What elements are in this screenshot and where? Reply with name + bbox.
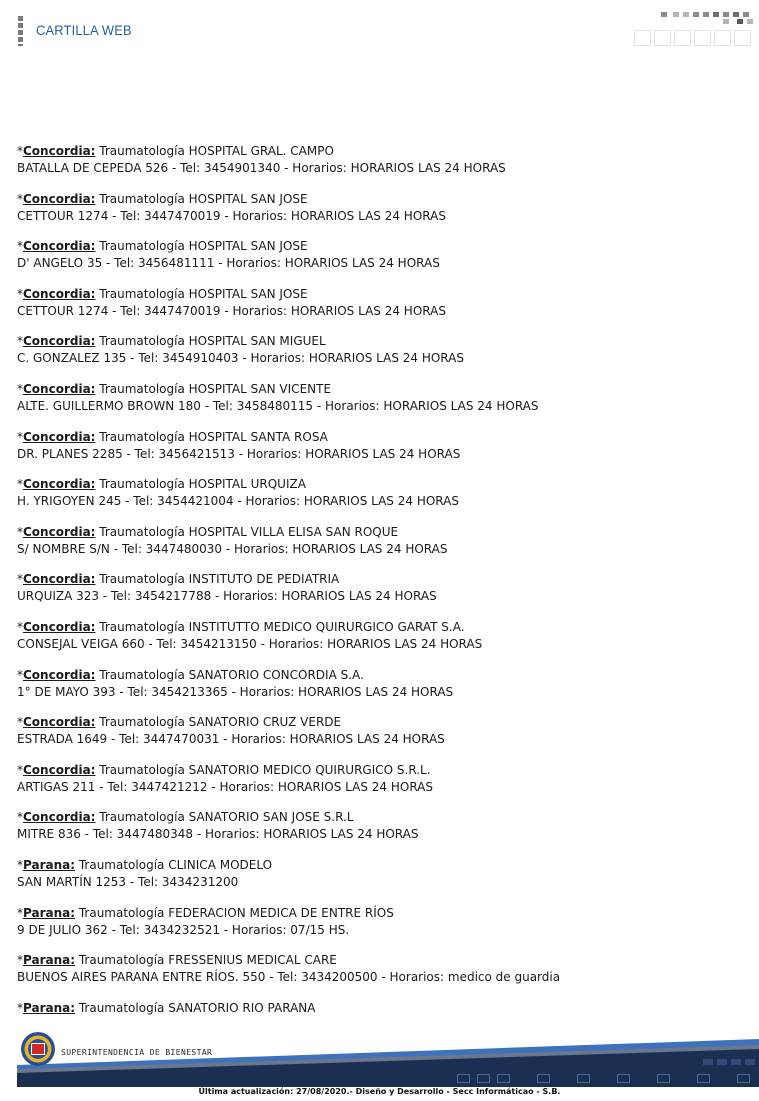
entry-title-line <box>17 571 747 588</box>
entry-city: Parana: <box>23 905 76 920</box>
entry-title-line <box>17 333 747 350</box>
list-item <box>17 809 747 843</box>
entry-title-line <box>17 857 747 874</box>
entry-detail: DR. PLANES 2285 - Tel: 3456421513 - Horarios: HORARIOS LAS 24 HORAS <box>17 446 461 461</box>
entry-detail: C. GONZALEZ 135 - Tel: 3454910403 - Horarios: HORARIOS LAS 24 HORAS <box>17 351 464 366</box>
entry-bullet: * <box>17 524 23 539</box>
entry-title-line <box>17 143 747 160</box>
list-item <box>17 762 747 796</box>
entry-city: Concordia: <box>23 715 96 730</box>
list-item <box>17 667 747 701</box>
entry-title-line <box>17 191 747 208</box>
entry-bullet: * <box>17 667 23 682</box>
entry-city: Concordia: <box>23 286 96 301</box>
footer-band-graphic <box>17 1029 759 1087</box>
entry-title-line <box>17 714 747 731</box>
list-item <box>17 905 747 939</box>
entry-detail: MITRE 836 - Tel: 3447480348 - Horarios: HORARIOS LAS 24 HORAS <box>17 827 419 842</box>
entry-title-line <box>17 905 747 922</box>
entry-detail: SAN MARTÍN 1253 - Tel: 3434231200 <box>17 874 239 889</box>
entry-city: Concordia: <box>23 762 96 777</box>
list-item <box>17 952 747 986</box>
entry-description: Traumatología HOSPITAL SAN JOSE <box>95 286 308 301</box>
entry-description: Traumatología HOSPITAL SAN JOSE <box>95 191 308 206</box>
entry-description: Traumatología HOSPITAL URQUIZA <box>95 477 306 492</box>
entry-title-line <box>17 238 747 255</box>
entry-city: Concordia: <box>23 572 96 587</box>
square-grid-icon <box>633 10 753 48</box>
list-item <box>17 571 747 605</box>
entry-detail: D' ANGELO 35 - Tel: 3456481111 - Horarios: HORARIOS LAS 24 HORAS <box>17 256 440 271</box>
entry-description: Traumatología SANATORIO CONCORDIA S.A. <box>95 667 364 682</box>
entry-title-line <box>17 809 747 826</box>
page-footer <box>17 1029 759 1089</box>
entry-bullet: * <box>17 239 23 254</box>
entry-detail: CONSEJAL VEIGA 660 - Tel: 3454213150 - Horarios: HORARIOS LAS 24 HORAS <box>17 636 483 651</box>
entry-city: Concordia: <box>23 667 96 682</box>
entry-bullet: * <box>17 334 23 349</box>
header-stripe-bar <box>18 16 23 46</box>
entry-title-line <box>17 524 747 541</box>
list-item <box>17 238 747 272</box>
entry-bullet: * <box>17 1000 23 1015</box>
entry-title-line <box>17 429 747 446</box>
entry-bullet: * <box>17 619 23 634</box>
entry-city: Concordia: <box>23 524 96 539</box>
entry-bullet: * <box>17 144 23 158</box>
entry-detail: ARTIGAS 211 - Tel: 3447421212 - Horarios: HORARIOS LAS 24 HORAS <box>17 779 434 794</box>
entry-description: Traumatología HOSPITAL SANTA ROSA <box>95 429 328 444</box>
list-item <box>17 429 747 463</box>
list-item <box>17 619 747 653</box>
entry-city: Concordia: <box>23 619 96 634</box>
entry-bullet: * <box>17 477 23 492</box>
list-item <box>17 191 747 225</box>
entry-bullet: * <box>17 572 23 587</box>
entry-bullet: * <box>17 286 23 301</box>
entry-city: Concordia: <box>23 429 96 444</box>
entry-detail: CETTOUR 1274 - Tel: 3447470019 - Horarios: HORARIOS LAS 24 HORAS <box>17 208 446 223</box>
entry-detail: ESTRADA 1649 - Tel: 3447470031 - Horarios: HORARIOS LAS 24 HORAS <box>17 732 445 747</box>
entry-description: Traumatología CLINICA MODELO <box>75 857 273 872</box>
entry-city: Parana: <box>23 953 76 968</box>
entry-city: Concordia: <box>23 810 96 825</box>
entry-city: Concordia: <box>23 144 96 158</box>
list-item <box>17 524 747 558</box>
list-item <box>17 476 747 510</box>
entry-bullet: * <box>17 810 23 825</box>
entry-description: Traumatología HOSPITAL VILLA ELISA SAN ROQUE <box>95 524 399 539</box>
entry-title-line <box>17 619 747 636</box>
entry-detail: 1° DE MAYO 393 - Tel: 3454213365 - Horarios: HORARIOS LAS 24 HORAS <box>17 684 454 699</box>
entry-city: Parana: <box>23 1000 76 1015</box>
entry-description: Traumatología INSTITUTTO MEDICO QUIRURGICO GARAT S.A. <box>95 619 465 634</box>
entry-city: Concordia: <box>23 239 96 254</box>
entry-city: Concordia: <box>23 477 96 492</box>
list-item <box>17 333 747 367</box>
organization-name: SUPERINTENDENCIA DE BIENESTAR <box>61 1048 213 1057</box>
entry-title-line <box>17 667 747 684</box>
list-item <box>17 381 747 415</box>
entry-bullet: * <box>17 191 23 206</box>
entry-city: Concordia: <box>23 191 96 206</box>
entry-description: Traumatología HOSPITAL SAN JOSE <box>95 239 308 254</box>
entry-description: Traumatología INSTITUTO DE PEDIATRIA <box>95 572 340 587</box>
entry-detail: BUENOS AIRES PARANA ENTRE RÍOS. 550 - Tel: 3434200500 - Horarios: medico de guardia <box>17 970 561 985</box>
entry-detail: ALTE. GUILLERMO BROWN 180 - Tel: 3458480115 - Horarios: HORARIOS LAS 24 HORAS <box>17 398 539 413</box>
page-title: CARTILLA WEB <box>36 22 132 38</box>
list-item <box>17 714 747 748</box>
entry-description: Traumatología FEDERACION MEDICA DE ENTRE RÍOS <box>75 905 394 920</box>
entry-description: Traumatología SANATORIO CRUZ VERDE <box>95 715 342 730</box>
entry-bullet: * <box>17 715 23 730</box>
entry-bullet: * <box>17 381 23 396</box>
entry-bullet: * <box>17 905 23 920</box>
entry-title-line <box>17 476 747 493</box>
entry-description: Traumatología SANATORIO SAN JOSE S.R.L <box>95 810 354 825</box>
entry-detail: S/ NOMBRE S/N - Tel: 3447480030 - Horarios: HORARIOS LAS 24 HORAS <box>17 541 448 556</box>
entry-detail: URQUIZA 323 - Tel: 3454217788 - Horarios: HORARIOS LAS 24 HORAS <box>17 589 437 604</box>
entry-bullet: * <box>17 762 23 777</box>
entry-bullet: * <box>17 857 23 872</box>
list-item <box>17 143 747 177</box>
entry-detail: CETTOUR 1274 - Tel: 3447470019 - Horarios: HORARIOS LAS 24 HORAS <box>17 303 446 318</box>
entry-description: Traumatología SANATORIO RIO PARANA <box>75 1000 316 1015</box>
list-item <box>17 857 747 891</box>
entry-city: Parana: <box>23 857 76 872</box>
entry-bullet: * <box>17 953 23 968</box>
entry-title-line <box>17 1000 747 1017</box>
entry-description: Traumatología HOSPITAL SAN MIGUEL <box>95 334 326 349</box>
entry-detail: H. YRIGOYEN 245 - Tel: 3454421004 - Horarios: HORARIOS LAS 24 HORAS <box>17 494 459 509</box>
list-item <box>17 1000 747 1017</box>
page-header <box>0 0 759 60</box>
entry-detail: 9 DE JULIO 362 - Tel: 3434232521 - Horarios: 07/15 HS. <box>17 922 350 937</box>
entry-description: Traumatología SANATORIO MEDICO QUIRURGICO S.R.L. <box>95 762 431 777</box>
entry-bullet: * <box>17 429 23 444</box>
entry-title-line <box>17 286 747 303</box>
seal-logo-icon <box>21 1032 55 1066</box>
entry-detail: BATALLA DE CEPEDA 526 - Tel: 3454901340 - Horarios: HORARIOS LAS 24 HORAS <box>17 161 506 175</box>
entry-city: Concordia: <box>23 334 96 349</box>
entry-description: Traumatología HOSPITAL SAN VICENTE <box>95 381 332 396</box>
entry-description: Traumatología HOSPITAL GRAL. CAMPO <box>95 144 334 158</box>
footer-update-note: Última actualización: 27/08/2020.- Diseño y Desarrollo - Secc Informáticao - S.B. <box>198 1087 561 1096</box>
provider-list <box>17 143 747 1030</box>
entry-city: Concordia: <box>23 381 96 396</box>
list-item <box>17 286 747 320</box>
entry-title-line <box>17 762 747 779</box>
entry-title-line <box>17 952 747 969</box>
entry-description: Traumatología FRESSENIUS MEDICAL CARE <box>75 953 337 968</box>
entry-title-line <box>17 381 747 398</box>
